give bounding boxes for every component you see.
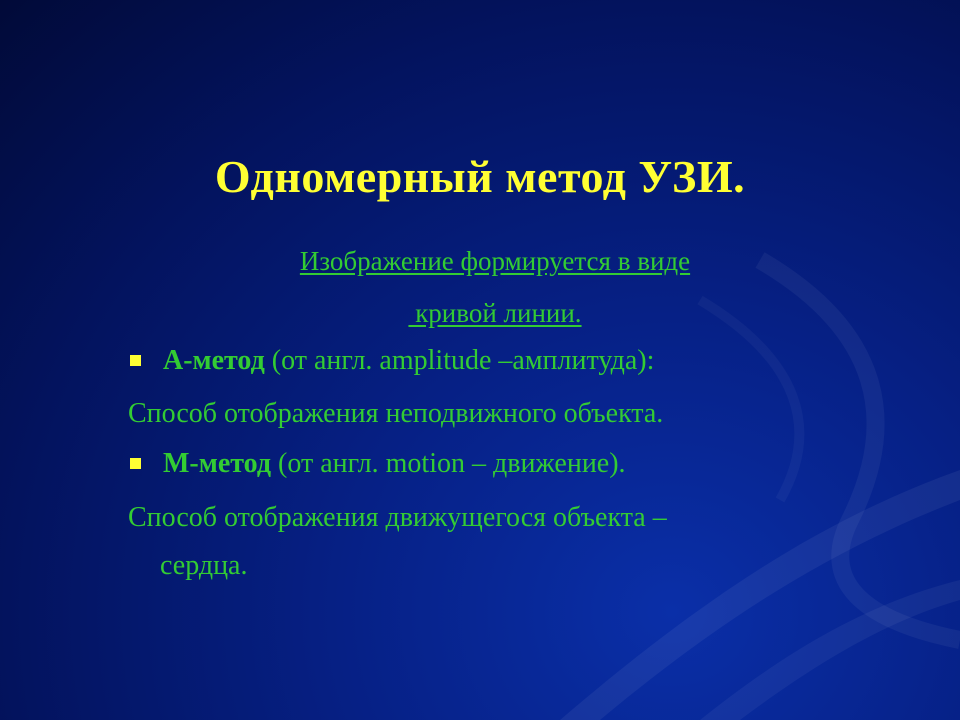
- m-method-description-line-2: сердца.: [160, 550, 248, 581]
- subtitle-line-2: кривой линии.: [408, 298, 582, 328]
- bullet-a-method: [163, 345, 654, 377]
- a-method-term: А-метод: [163, 345, 265, 376]
- m-method-term: М-метод: [163, 448, 271, 479]
- bullet-square-icon: [130, 458, 141, 469]
- slide-title: Одномерный метод УЗИ.: [214, 151, 746, 202]
- bullet-square-icon: [130, 355, 141, 366]
- a-method-description: Способ отображения неподвижного объекта.: [128, 398, 664, 429]
- subtitle-line-1: Изображение формируется в виде: [299, 246, 691, 276]
- m-method-rest: (от англ. motion – движение).: [271, 448, 626, 479]
- bullet-m-method: [163, 448, 626, 480]
- m-method-description-line-1: Способ отображения движущегося объекта –: [128, 502, 667, 533]
- a-method-rest: (от англ. amplitude –амплитуда):: [264, 345, 655, 376]
